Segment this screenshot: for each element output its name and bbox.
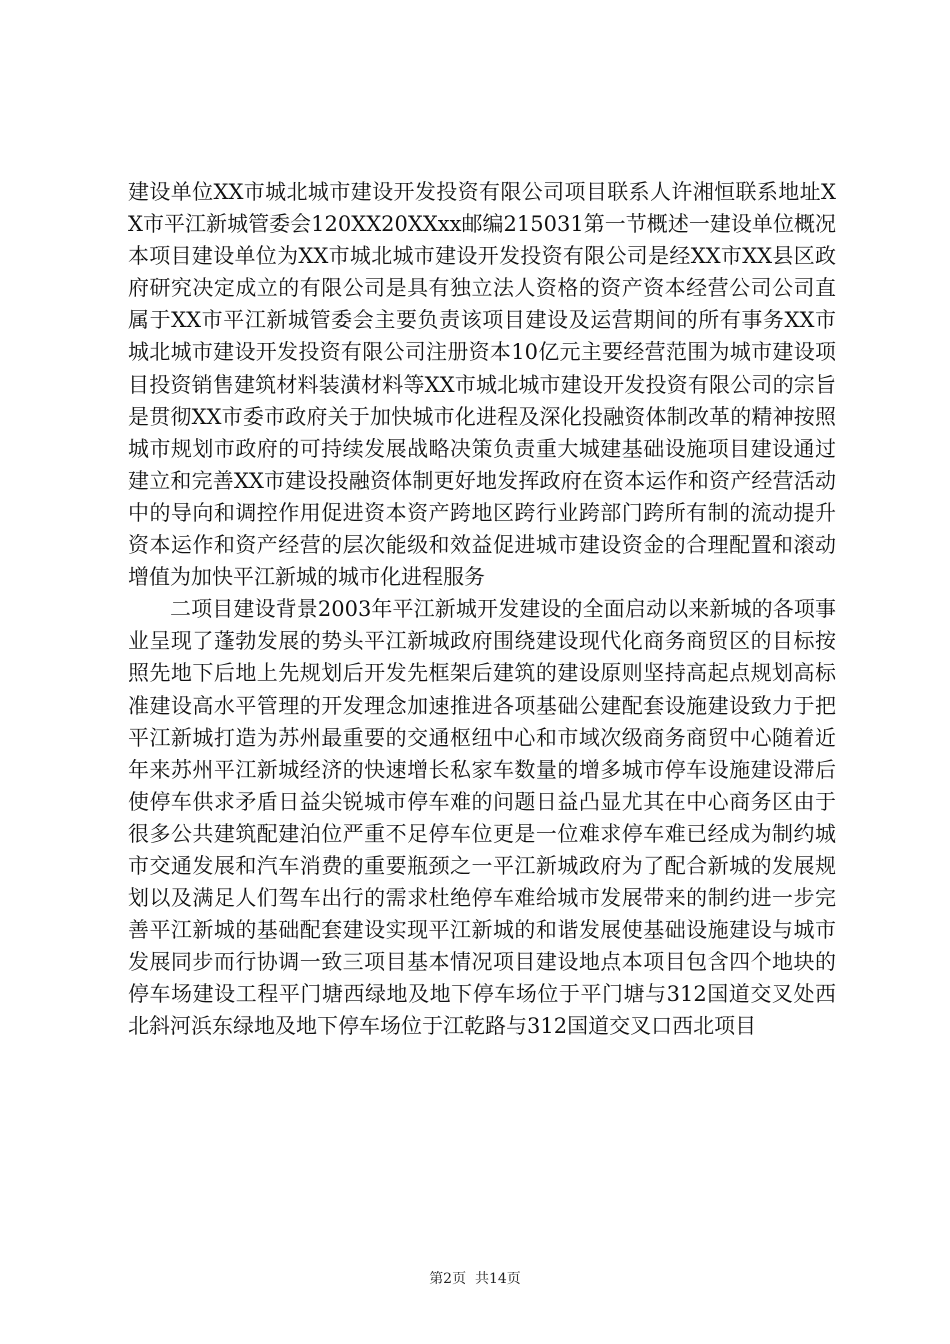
paragraph-project-background: 二项目建设背景2003年平江新城开发建设的全面启动以来新城的各项事业呈现了蓬勃发展的势头平江新城政府围绕建设现代化商务商贸区的目标按照先地下后地上先规划后开发先框架后建筑的建设原则坚持高起点规划高标准建设高水平管理的开发理念加速推进各项基础公建配套设施建设致力于把平江新城打造为苏州最重要的交通枢纽中心和市域次级商务商贸中心随着近年来苏州平江新城经济的快速增长私家车数量的增多城市停车设施建设滞后使停车供求矛盾日益尖锐城市停车难的问题日益凸显尤其在中心商务区由于很多公共建筑配建泊位严重不足停车位更是一位难求停车难已经成为制约城市交通发展和汽车消费的重要瓶颈之一平江新城政府为了配合新城的发展规划以及满足人们驾车出行的需求杜绝停车难给城市发展带来的制约进一步完善平江新城的基础配套建设实现平江新城的和谐发展使基础设施建设与城市发展同步而行协调一致三项目基本情况项目建设地点本项目包含四个地块的停车场建设工程平门塘西绿地及地下停车场位于平门塘与312国道交叉处西北斜河浜东绿地及地下停车场位于江乾路与312国道交叉口西北项目 (128, 597, 836, 1039)
paragraph-construction-unit: 建设单位XX市城北城市建设开发投资有限公司项目联系人许湘恒联系地址XX市平江新城管委会120XX20XXxx邮编215031第一节概述一建设单位概况本项目建设单位为XX市城北城市建设开发投资有限公司是经XX市XX县区政府研究决定成立的有限公司是具有独立法人资格的资产资本经营公司公司直属于XX市平江新城管委会主要负责该项目建设及运营期间的所有事务XX市城北城市建设开发投资有限公司注册资本10亿元主要经营范围为城市建设项目投资销售建筑材料装潢材料等XX市城北城市建设开发投资有限公司的宗旨是贯彻XX市委市政府关于加快城市化进程及深化投融资体制改革的精神按照城市规划市政府的可持续发展战略决策负责重大城建基础设施项目建设通过建立和完善XX市建设投融资体制更好地发挥政府在资本运作和资产经营活动中的导向和调控作用促进资本资产跨地区跨行业跨部门跨所有制的流动提升资本运作和资产经营的层次能级和效益促进城市建设资金的合理配置和滚动增值为加快平江新城的城市化进程服务 (128, 180, 836, 590)
page-number-footer: 第2页 共14页 (429, 1271, 521, 1287)
document-body (128, 176, 836, 1043)
